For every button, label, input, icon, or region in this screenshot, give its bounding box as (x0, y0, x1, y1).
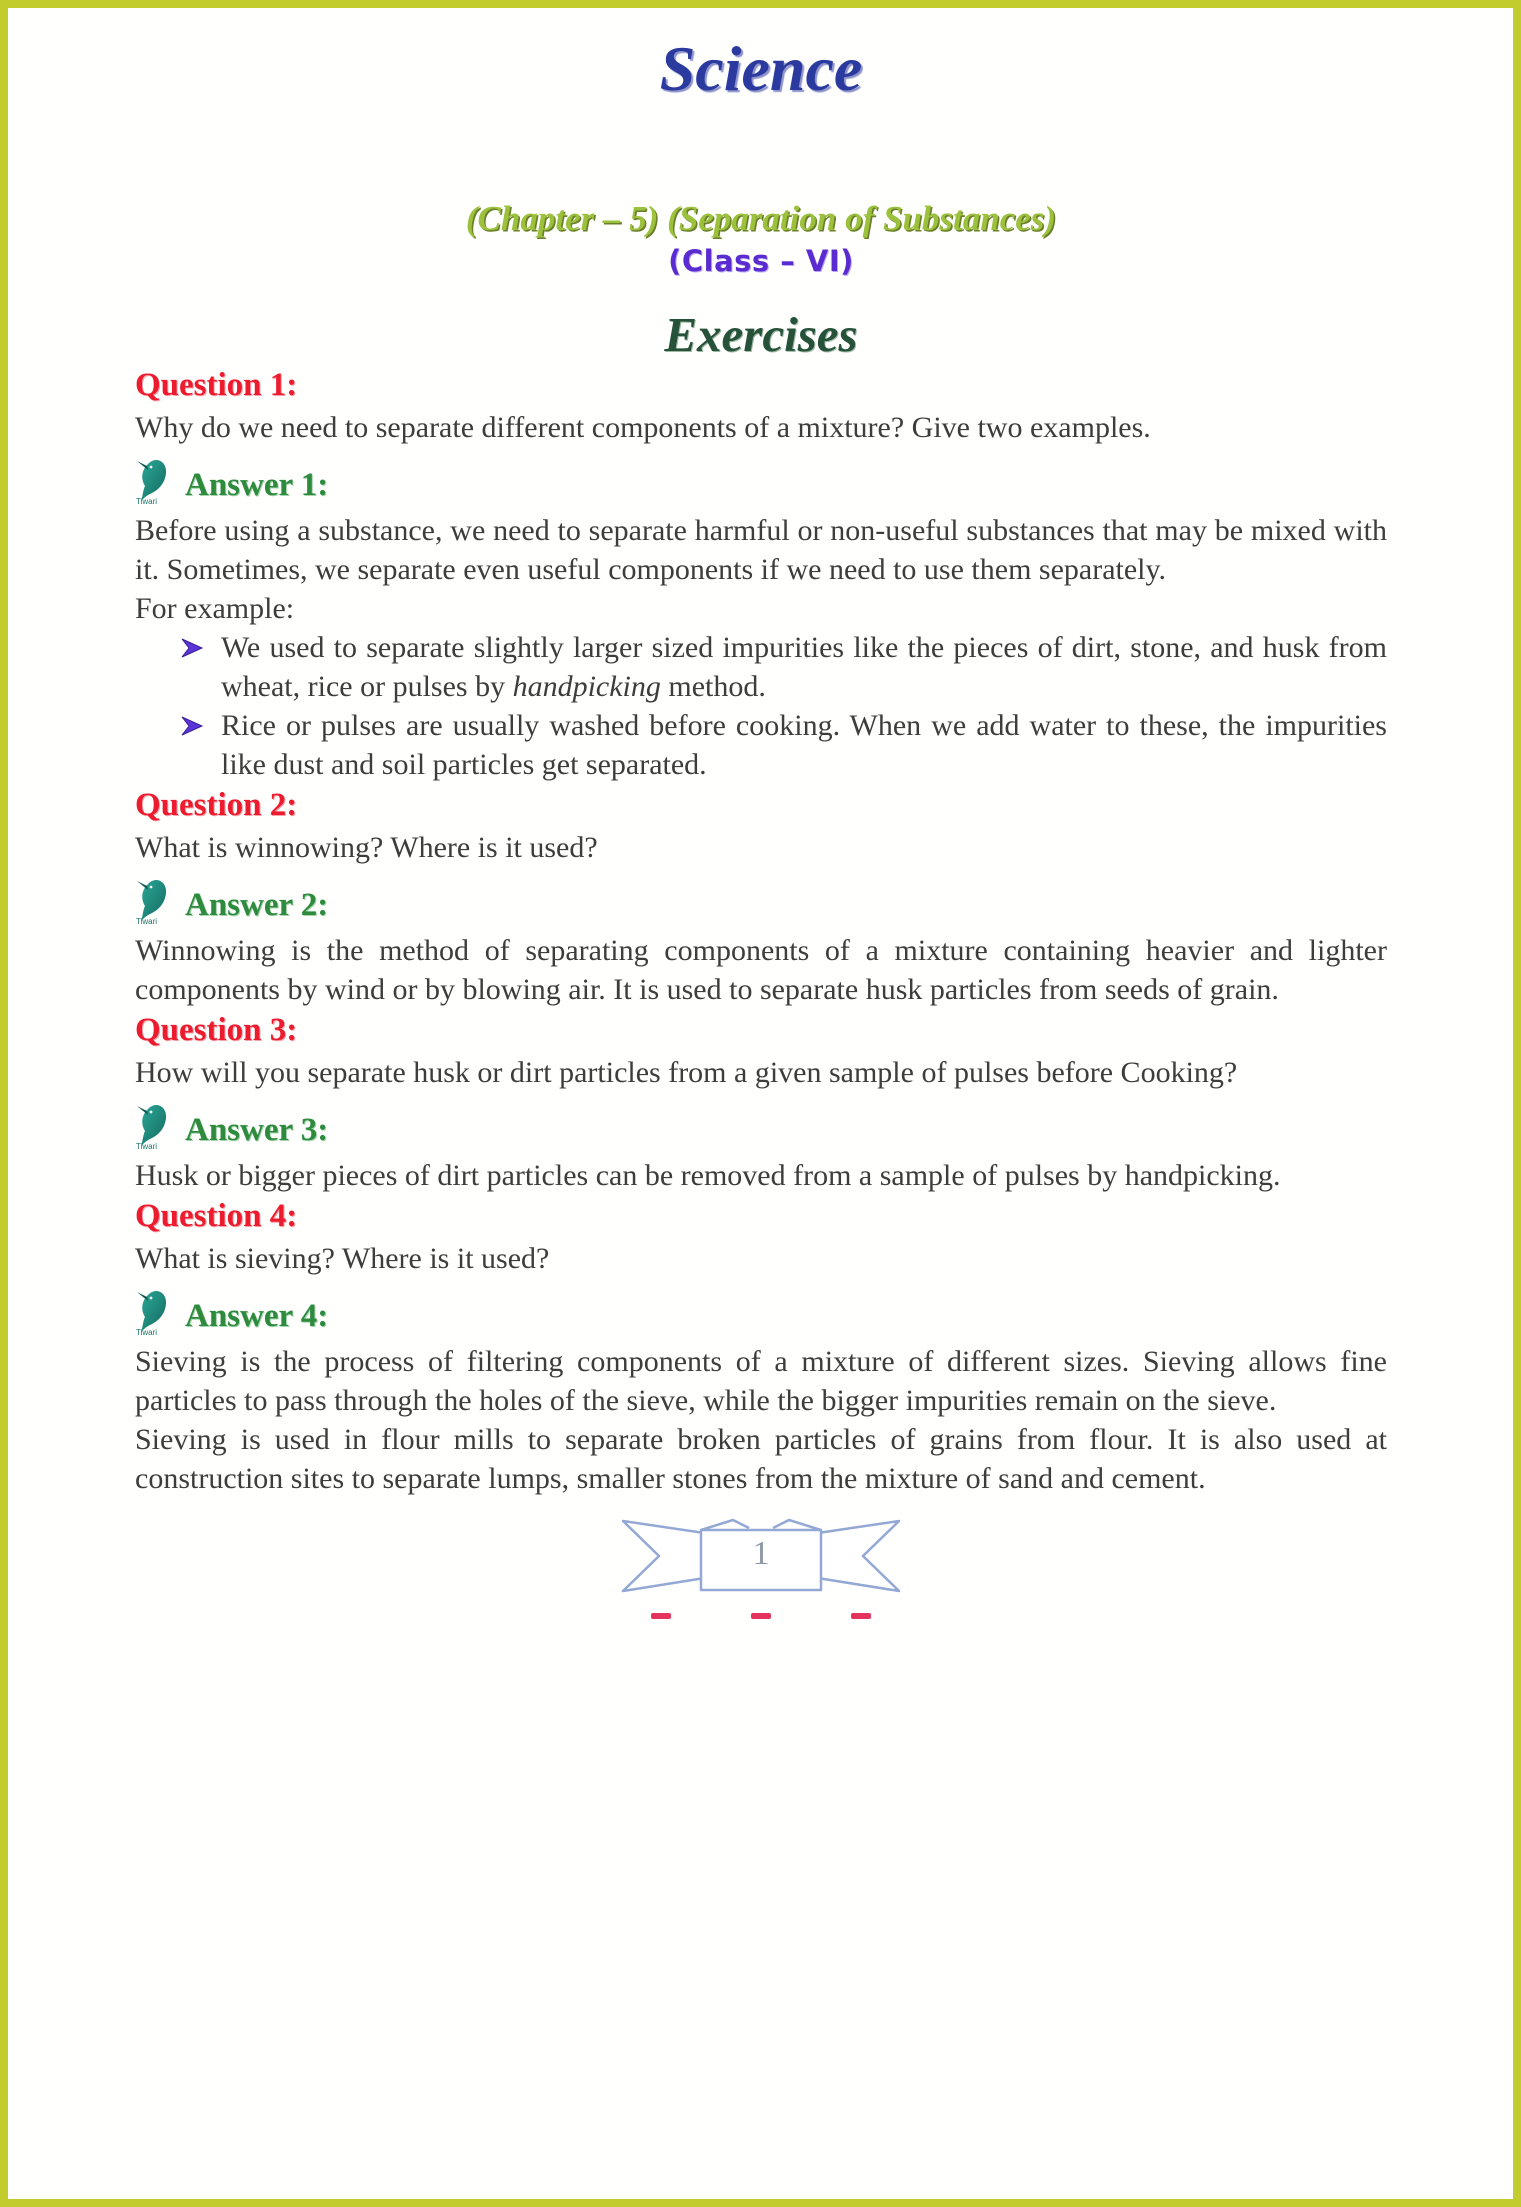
tiwari-bird-icon (135, 1288, 175, 1336)
svg-text:Tiwari: Tiwari (136, 1142, 158, 1150)
section-heading: Exercises (664, 307, 858, 362)
list-item-text: Rice or pulses are usually washed before cooking. When we add water to these, the impurities like dust and soil particles get separated. (221, 709, 1387, 781)
qa-block-3 (135, 1009, 1387, 1195)
svg-text:Tiwari: Tiwari (136, 917, 158, 925)
chapter-heading: (Chapter – 5) (Separation of Substances) (465, 199, 1057, 238)
answer-paragraph: Winnowing is the method of separating components of a mixture containing heavier and lighter components by wind or by blowing air. It is used to separate husk particles from seeds of grain. (135, 934, 1387, 1006)
tiwari-bird-icon (135, 457, 175, 505)
class-heading: (Class – VI) (668, 244, 854, 278)
arrow-right-icon (181, 628, 221, 664)
question-label: Question 4: (135, 1198, 298, 1234)
svg-text:Tiwari: Tiwari (136, 1328, 158, 1336)
tiwari-bird-icon (135, 1102, 175, 1150)
svg-text:Tiwari: Tiwari (136, 497, 158, 505)
question-text: What is sieving? Where is it used? (135, 1242, 550, 1275)
question-text: How will you separate husk or dirt particles from a given sample of pulses before Cooking? (135, 1056, 1238, 1089)
answer-label: Answer 4: (185, 1298, 329, 1334)
tiwari-bird-icon (135, 877, 175, 925)
answer-paragraph: Before using a substance, we need to separate harmful or non-useful substances that may be mixed with it. Sometimes, we separate even useful components if we need to use them separately. (135, 514, 1387, 586)
answer-paragraph: Sieving is the process of filtering components of a mixture of different sizes. Sieving allows fine particles to pass through the holes of the sieve, while the bigger impurities remain on the sieve. (135, 1345, 1387, 1417)
qa-block-2 (135, 784, 1387, 1009)
answer-heading (135, 457, 1387, 505)
red-dash (751, 1613, 771, 1619)
example-list (135, 628, 1387, 784)
page-title: Science (659, 33, 863, 104)
question-label: Question 2: (135, 787, 298, 823)
qa-block-4 (135, 1195, 1387, 1498)
answer-paragraph: Husk or bigger pieces of dirt particles can be removed from a sample of pulses by handpicking. (135, 1159, 1281, 1192)
list-item (181, 706, 1387, 784)
footer-dashes (651, 1613, 871, 1619)
question-label: Question 1: (135, 367, 298, 403)
question-label: Question 3: (135, 1012, 298, 1048)
list-item (181, 628, 1387, 706)
answer-heading (135, 877, 1387, 925)
answer-heading (135, 1102, 1387, 1150)
answer-label: Answer 3: (185, 1112, 329, 1148)
red-dash (851, 1613, 871, 1619)
question-text: Why do we need to separate different components of a mixture? Give two examples. (135, 411, 1151, 444)
question-text: What is winnowing? Where is it used? (135, 831, 598, 864)
page-number-ribbon (611, 1512, 911, 1607)
answer-heading (135, 1288, 1387, 1336)
arrow-right-icon (181, 706, 221, 742)
for-example-label: For example: (135, 592, 295, 625)
list-item-text: We used to separate slightly larger sized impurities like the pieces of dirt, stone, and husk from wheat, rice or pulses by handpicking method. (221, 631, 1387, 703)
answer-label: Answer 1: (185, 467, 329, 503)
page-number: 1 (752, 1535, 770, 1572)
answer-label: Answer 2: (185, 887, 329, 923)
answer-paragraph: Sieving is used in flour mills to separate broken particles of grains from flour. It is also used at construction sites to separate lumps, smaller stones from the mixture of sand and cement. (135, 1423, 1387, 1495)
red-dash (651, 1613, 671, 1619)
qa-block-1 (135, 364, 1387, 784)
